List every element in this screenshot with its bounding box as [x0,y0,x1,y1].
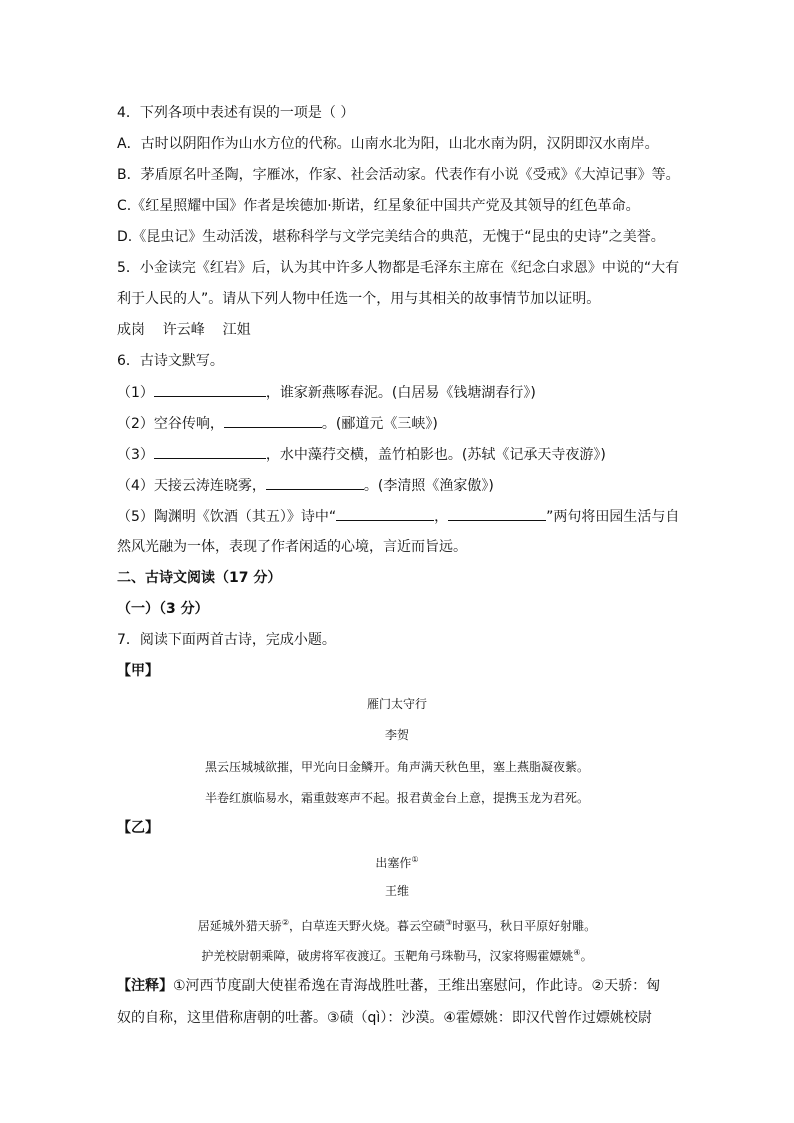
poem-jia-line-1: 黑云压城城欲摧，甲光向日金鳞开。角声满天秋色里，塞上燕脂凝夜紫。 [204,760,589,774]
poem-yi-author: 王维 [384,884,409,898]
q6-item-5 [117,506,679,527]
q6-item-3-blank[interactable] [154,444,266,459]
notes-label: 【注释】 [117,978,173,994]
q5-line2: 利于人民的人”。请从下列人物中任选一个，用与其相关的故事情节加以证明。 [117,291,601,307]
q6-item-4-suffix: 。(李清照《渔家傲》) [363,478,494,494]
q6-item-4-blank[interactable] [266,475,364,490]
poem-yi-line-1-part-b: ，白草连天野火烧。暮云空碛 [288,919,445,933]
q6-item-5-suffix: ”两句将田园生活与自 [546,509,680,525]
subsection-title: （一）（3 分） [117,601,209,617]
q4-option-a: A．古时以阴阳作为山水方位的代称。山南水北为阳，山北水南为阴，汉阴即汉水南岸。 [117,136,659,152]
poem-jia-label: 【甲】 [117,663,159,679]
poem-yi-line-1-note-2: ③ [445,918,453,927]
q6-item-3-prefix: （3） [117,447,154,463]
q6-item-3 [117,444,606,465]
poem-jia-title: 雁门太守行 [366,697,427,711]
q6-item-5-mid: ， [434,509,449,525]
q6-item-1 [117,382,536,403]
q7-stem: 7．阅读下面两首古诗，完成小题。 [117,632,336,648]
q4-option-b: B．茅盾原名叶圣陶，字雁冰，作家、社会活动家。代表作有小说《受戒》《大淖记事》等。 [117,167,680,183]
poem-yi-line-2-note: ④ [573,948,581,957]
q5-line1: 5．小金读完《红岩》后，认为其中许多人物都是毛泽东主席在《纪念白求恩》中说的“大有 [117,260,680,276]
poem-yi-line-2 [0,944,794,965]
q6-item-1-blank[interactable] [154,382,266,397]
poem-jia-author: 李贺 [384,728,409,742]
q6-item-2-blank[interactable] [224,413,322,428]
poem-yi-line-1 [0,914,794,935]
q6-stem: 6．古诗文默写。 [117,353,224,369]
poem-yi-line-2-part-a: 护羌校尉朝乘障，破虏将军夜渡辽。玉靶角弓珠勒马，汉家将赐霍嫖姚 [201,949,574,963]
poem-yi-label: 【乙】 [117,820,159,836]
q6-item-3-suffix: ，水中藻荇交横，盖竹柏影也。(苏轼《记承天寺夜游》) [265,447,606,463]
q4-stem: 4．下列各项中表述有误的一项是（ ） [117,105,355,121]
q4-option-c: C.《红星照耀中国》作者是埃德加·斯诺，红星象征中国共产党及其领导的红色革命。 [117,198,640,214]
notes-line-1-text: ①河西节度副大使崔希逸在青海战胜吐蕃，王维出塞慰问，作此诗。②天骄：匈 [173,978,661,994]
q6-item-4 [117,475,494,496]
section-title: 二、古诗文阅读（17 分） [117,570,282,586]
q6-item-2 [117,413,438,434]
q6-item-1-prefix: （1） [117,385,154,401]
q4-option-d: D.《昆虫记》生动活泼，堪称科学与文学完美结合的典范，无愧于“昆虫的史诗”之美誉。 [117,229,665,245]
poem-yi-line-1-part-c: 时驱马，秋日平原好射雕。 [452,919,597,933]
q5-names: 成岗 许云峰 江姐 [117,322,251,338]
q6-item-2-suffix: 。(郦道元《三峡》) [321,416,438,432]
poem-yi-title-text: 出塞作 [375,856,412,870]
poem-yi-line-2-part-b: 。 [580,949,593,963]
q6-item-4-prefix: （4）天接云涛连晓雾， [117,478,266,494]
notes-line-1 [117,976,660,996]
notes-line-2: 奴的自称，这里借称唐朝的吐蕃。③碛（qì）：沙漠。④霍嫖姚：即汉代曾作过嫖姚校尉 [117,1010,652,1026]
poem-jia-line-2: 半卷红旗临易水，霜重鼓寒声不起。报君黄金台上意，提携玉龙为君死。 [204,791,589,805]
poem-yi-title [0,851,794,872]
q6-item-1-suffix: ，谁家新燕啄春泥。(白居易《钱塘湖春行》) [265,385,536,401]
poem-yi-title-note: ① [411,855,419,864]
q6-item-2-prefix: （2）空谷传响， [117,416,224,432]
q6-item-5-blank-2[interactable] [448,506,546,521]
poem-yi-line-1-part-a: 居延城外猎天骄 [197,919,282,933]
q6-item-5-line2: 然风光融为一体，表现了作者闲适的心境，言近而旨远。 [117,539,467,555]
q6-item-5-blank-1[interactable] [336,506,434,521]
poem-yi-line-1-note: ② [281,918,289,927]
q6-item-5-prefix: （5）陶渊明《饮酒（其五）》诗中“ [117,509,337,525]
